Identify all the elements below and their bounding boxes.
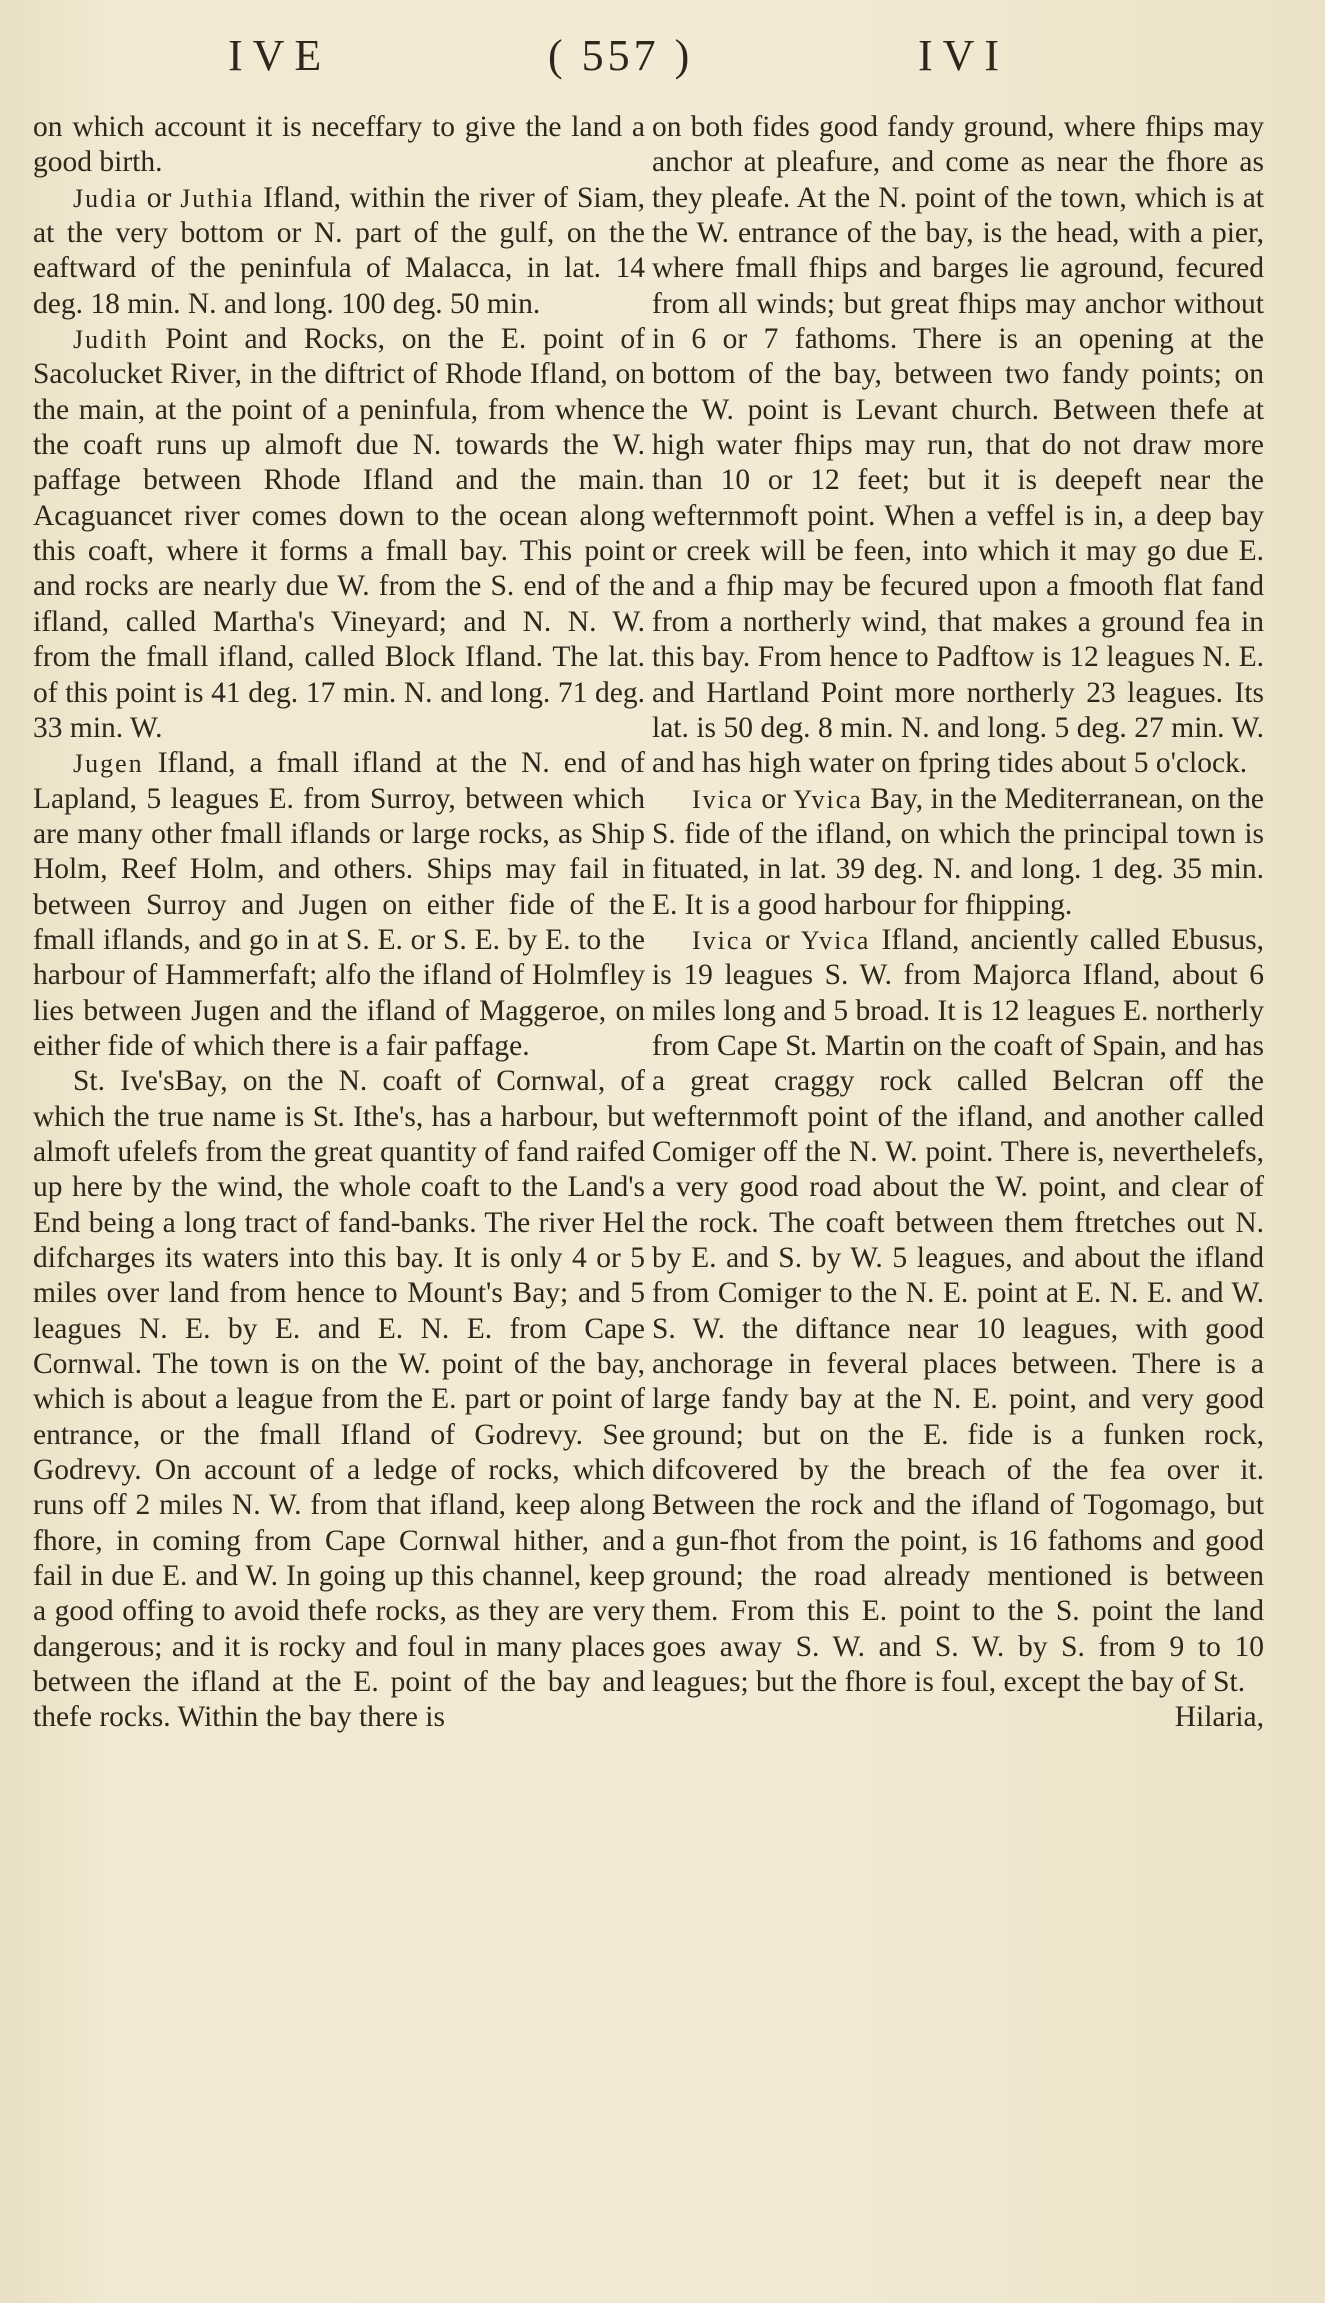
entry-st-ives [33, 1064, 645, 1736]
entry-text: Ifland, anciently called Ebusus, is 19 leagues S. W. from Majorca Ifland, about 6 miles long and 5 broad. It is 12 leagues E. northerly from Cape St. Martin on the coaft of Spain, and has a great craggy rock called Belcran off the wefternmoft point of the ifland, and another called Comiger off the N. W. point. There is, neverthelefs, a very good road about the W. point, and clear of the rock. The coaft between them ftretches out N. by E. and S. by W. 5 leagues, and about the ifland from Comiger to the N. E. point at E. N. E. and W. S. W. the diftance near 10 leagues, with good anchorage in feveral places between. There is a large fandy bay at the N. E. point, and very good ground; but on the E. fide is a funken rock, difcovered by the breach of the fea over it. Between the rock and the ifland of Togomago, but a gun-fhot from the point, is 16 fathoms and good ground; the road already mentioned is between them. From this E. point to the S. point the land goes away S. W. and S. W. by S. from 9 to 10 leagues; but the fhore is foul, except the bay of St. [652, 923, 1265, 1699]
entry-heading-alt: Yvica [793, 784, 863, 814]
paragraph-continuation: on which account it is neceffary to give the land a good birth. [33, 111, 645, 179]
left-column [33, 110, 645, 1736]
entry-text: Bay, on the N. coaft of Cornwal, of which the true name is St. Ithe's, has a harbour, but almoft ufelefs from the great quantity of fand raifed up here by the wind, the whole coaft to the Land's End being a long tract of fand-banks. The river Hel difcharges its waters into this bay. It is only 4 or 5 miles over land from hence to Mount's Bay; and 5 leagues N. E. by E. and E. N. E. from Cape Cornwal. The town is on the W. point of the bay, which is about a league from the E. part or point of entrance, or the fmall Ifland of Godrevy. See Godrevy. On account of a ledge of rocks, which runs off 2 miles N. W. from that ifland, keep along fhore, in coming from Cape Cornwal hither, and fail in due E. and W. In going up this channel, keep a good offing to avoid thefe rocks, as they are very dangerous; and it is rocky and foul in many places between the ifland at the E. point of the bay and thefe rocks. Within the bay there is [33, 1065, 645, 1734]
page-number: ( 557 ) [548, 31, 694, 80]
entry-text: Ifland, a fmall ifland at the N. end of Lapland, 5 leagues E. from Surroy, between which are many other fmall iflands or large rocks, as Ship Holm, Reef Holm, and others. Ships may fail in between Surroy and Jugen on either fide of the fmall iflands, and go in at S. E. or S. E. by E. to the harbour of Hammerfaft; alfo the ifland of Holmfley lies between Jugen and the ifland of Maggeroe, on either fide of which there is a fair paffage. [33, 747, 645, 1062]
running-header [0, 30, 1325, 90]
entry-jugen [33, 746, 645, 1064]
right-column [652, 110, 1264, 1736]
entry-ivica-island: Ivica or Yvica Ifland, anciently called Ebusus, is 19 leagues S. W. from Majorca Ifland, about 6 miles long and 5 broad. It is 12 leagues E. northerly from Cape St. Martin on the coaft of Spain, and has a great craggy rock called Belcran off the wefternmoft point of the ifland, and another called Comiger off the N. W. point. There is, neverthelefs, a very good road about the W. point, and clear of the rock. The coaft between them ftretches out N. by E. and S. by W. 5 leagues, and about the ifland from Comiger to the N. E. point at E. N. E. and W. S. W. the diftance near 10 leagues, with good anchorage in feveral places between. There is a large fandy bay at the N. E. point, and very good ground; but on the E. fide is a funken rock, difcovered by the breach of the fea over it. Between the rock and the ifland of Togomago, but a gun-fhot from the point, is 16 fathoms and good ground; the road already mentioned is between them. From this E. point to the S. point the land goes away S. W. and S. W. by S. from 9 to 10 leagues; but the fhore is foul, except the bay of St. [652, 923, 1265, 1699]
entry-heading: Judia [73, 183, 138, 213]
header-left: IVE [228, 31, 332, 80]
entry-text: Point and Rocks, on the E. point of Sacolucket River, in the diftrict of Rhode Ifland, on the main, at the point of a peninfula, from whence the coaft runs up almoft due N. towards the W. paffage between Rhode Ifland and the main. Acaguancet river comes down to the ocean along this coaft, where it forms a fmall bay. This point and rocks are nearly due W. from the S. end of the ifland, called Martha's Vineyard; and N. N. W. from the fmall ifland, called Block Ifland. The lat. of this point is 41 deg. 17 min. N. and long. 71 deg. 33 min. W. [33, 323, 645, 744]
entry-text: Ifland, within the river of Siam, at the very bottom or N. part of the gulf, on the eaftward of the peninfula of Malacca, in lat. 14 deg. 18 min. N. and long. 100 deg. 50 min. [33, 181, 645, 320]
catchword: Hilaria, [1174, 1701, 1264, 1734]
entry-heading: Ivica [692, 925, 754, 955]
entry-ivica-bay: Ivica or Yvica Bay, in the Mediterranean, on the S. fide of the ifland, on which the principal town is fituated, in lat. 39 deg. N. and long. 1 deg. 35 min. E. It is a good harbour for fhipping. [652, 782, 1264, 921]
paragraph-continuation: on both fides good fandy ground, where fhips may anchor at pleafure, and come as near the fhore as they pleafe. At the N. point of the town, which is at the W. entrance of the bay, is the head, with a pier, where fmall fhips and barges lie aground, fecured from all winds; but great fhips may anchor without in 6 or 7 fathoms. There is an opening at the bottom of the bay, between two fandy points; on the W. point is Levant church. Between thefe at high water fhips may run, that do not draw more than 10 or 12 feet; but it is deepeft near the wefternmoft point. When a veffel is in, a deep bay or creek will be feen, into which it may go due E. and a fhip may be fecured upon a fmooth flat fand from a northerly wind, that makes a ground fea in this bay. From hence to Padftow is 12 leagues N. E. and Hartland Point more northerly 23 leagues. Its lat. is 50 deg. 8 min. N. and long. 5 deg. 27 min. W. and has high water on fpring tides about 5 o'clock. [652, 111, 1264, 780]
entry-judia: Judia or Juthia Ifland, within the river of Siam, at the very bottom or N. part of the gulf, on the eaftward of the peninfula of Malacca, in lat. 14 deg. 18 min. N. and long. 100 deg. 50 min. [33, 181, 645, 320]
entry-judith [33, 322, 645, 746]
entry-heading: Jugen [73, 749, 144, 779]
entry-heading: Ivica [692, 784, 754, 814]
entry-heading: St. Ive's [73, 1065, 175, 1098]
entry-heading-alt: Juthia [180, 183, 255, 213]
entry-text: Bay, in the Mediterranean, on the S. fide of the ifland, on which the principal town is fituated, in lat. 39 deg. N. and long. 1 deg. 35 min. E. It is a good harbour for fhipping. [652, 782, 1264, 921]
entry-heading-alt: Yvica [800, 925, 871, 955]
header-right: IVI [918, 31, 1010, 80]
entry-heading: Judith [73, 325, 149, 355]
